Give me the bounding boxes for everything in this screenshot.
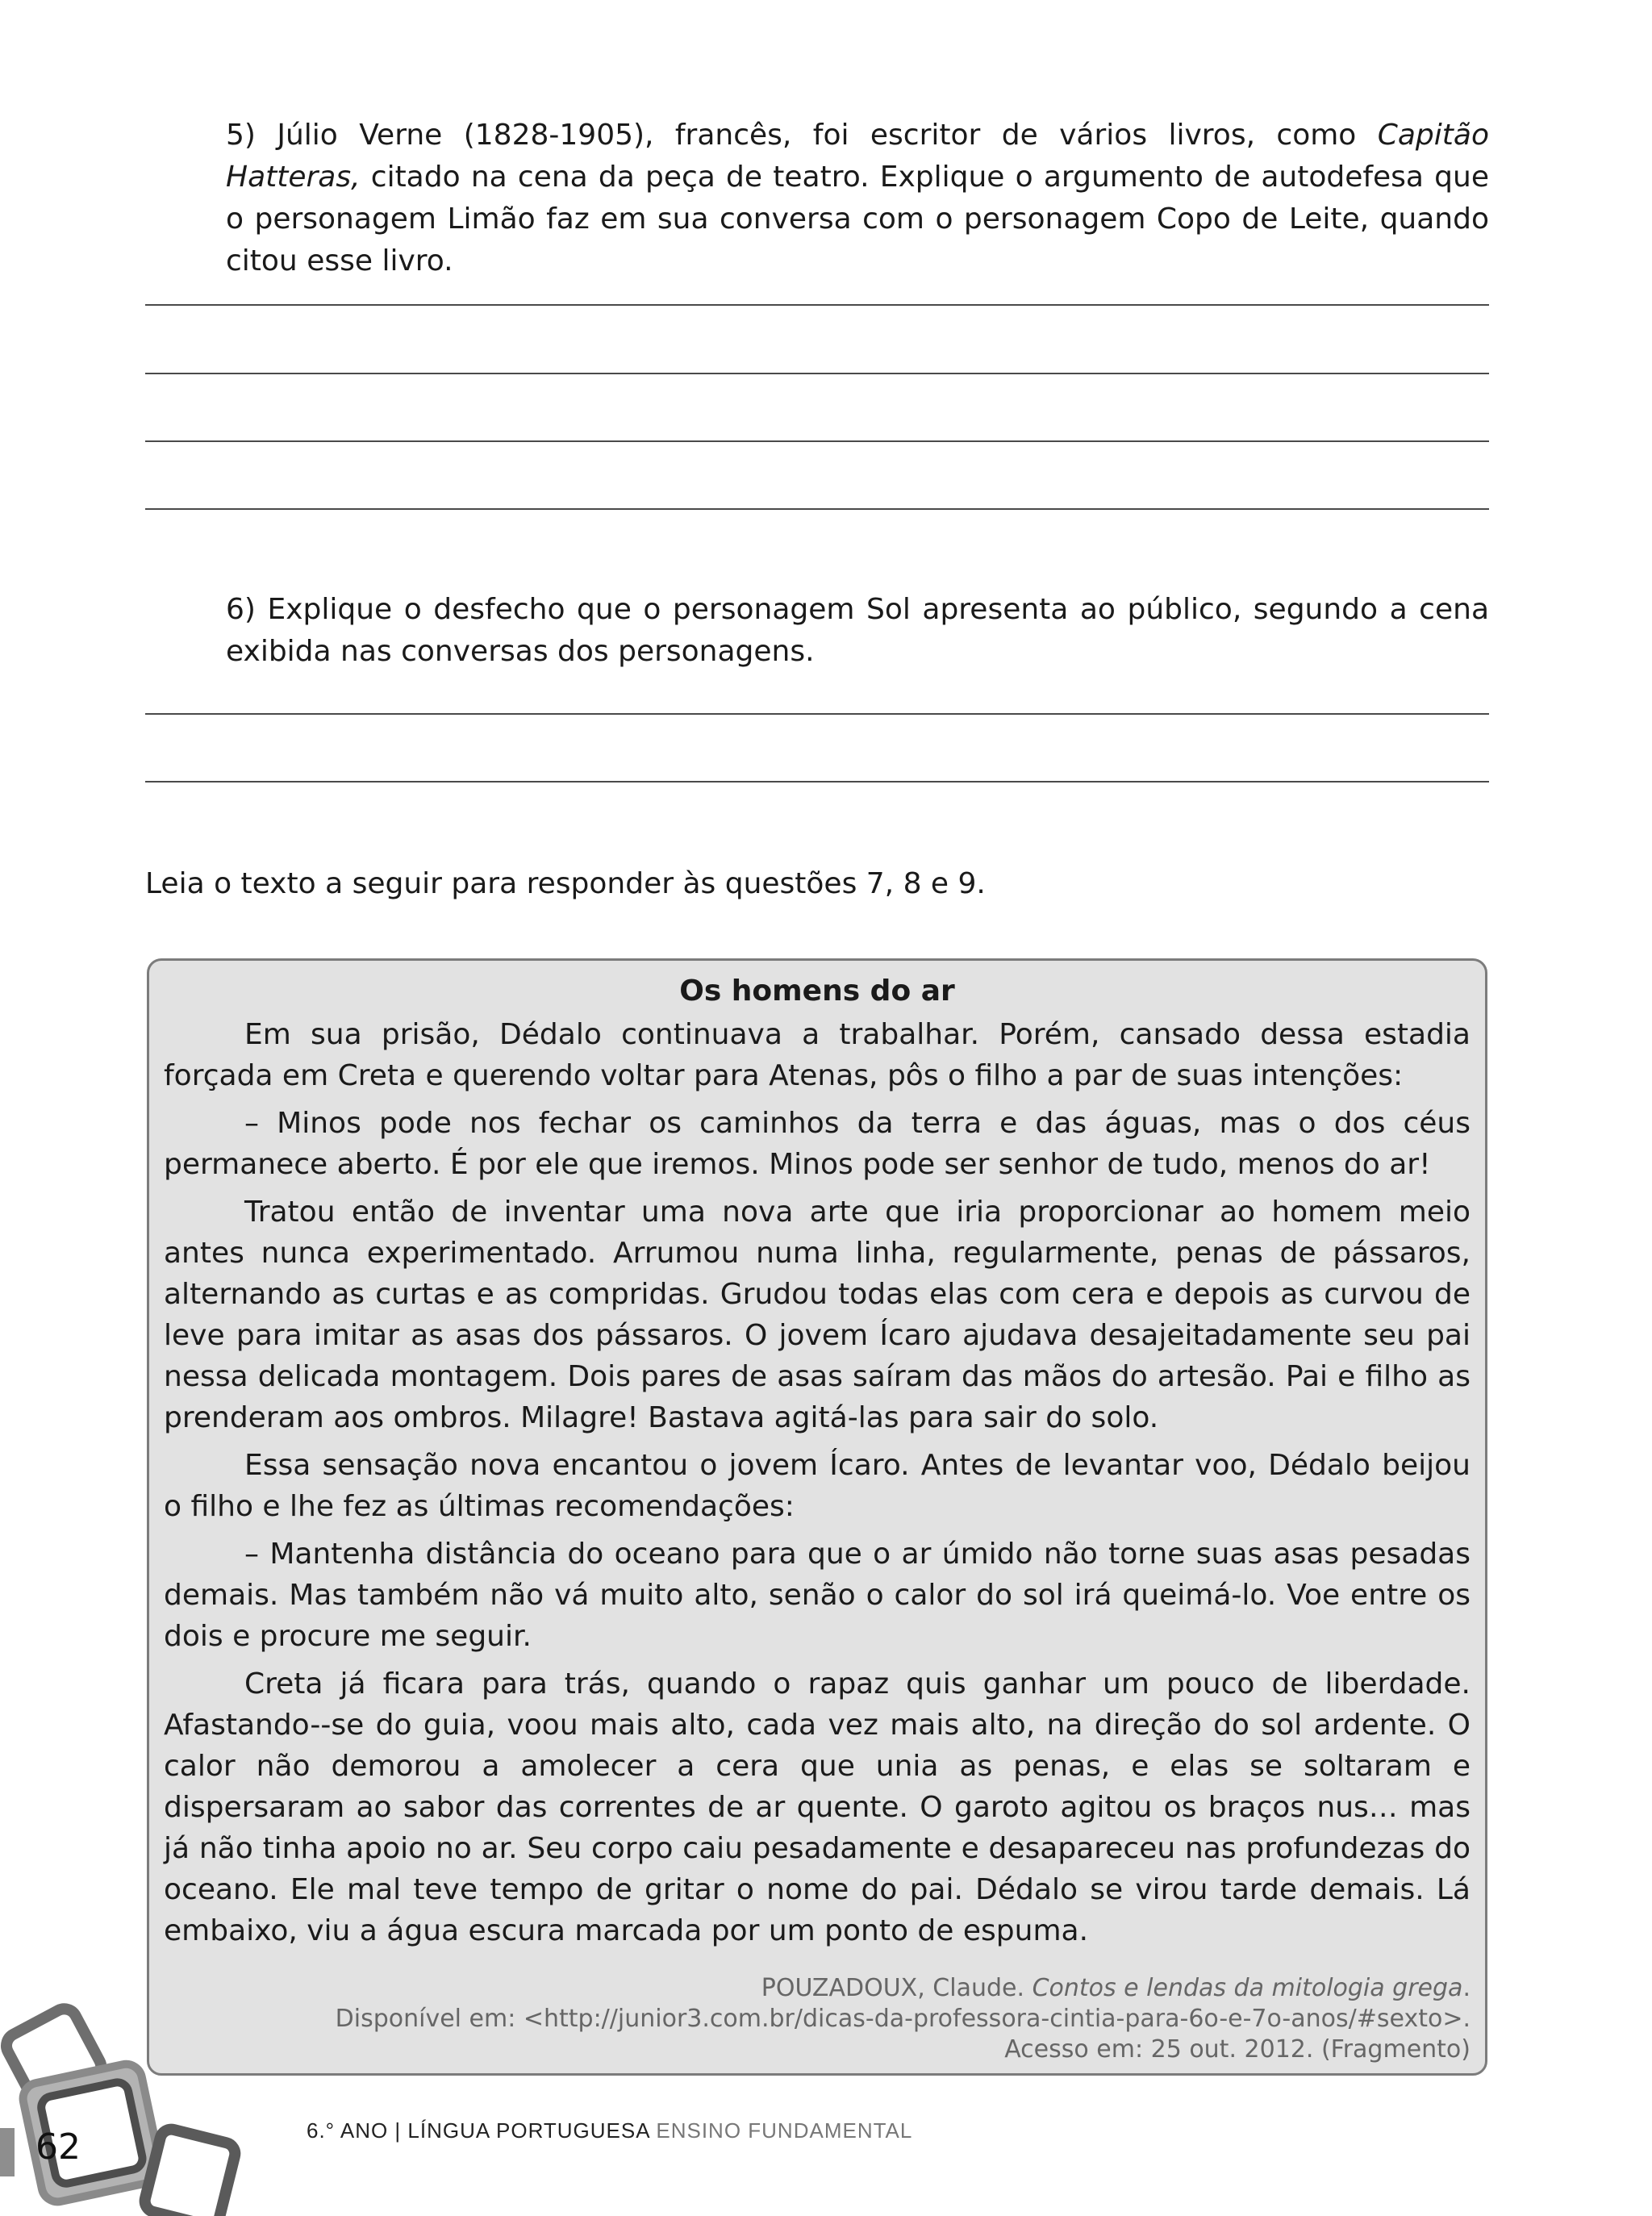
answer-line-5-4[interactable] <box>145 508 1489 510</box>
page-footer <box>307 2118 912 2143</box>
footer-level: ENSINO FUNDAMENTAL <box>656 2118 913 2143</box>
reading-paragraph-5: – Mantenha distância do oceano para que o ar úmido não torne suas asas pesadas demais. Mas também não vá muito alto, senão o calor do sol irá queimá-lo. Voe entre os dois e procure me seguir. <box>164 1538 1471 1653</box>
reading-paragraph-6: Creta já ficara para trás, quando o rapaz quis ganhar um pouco de liberdade. Afastando--se do guia, voou mais alto, cada vez mais alto, na direção do sol ardente. O calor não demorou a amolecer a cera que unia as penas, e elas se soltaram e dispersaram ao sabor das correntes de ar quente. O garoto agitou os braços nus… mas já não tinha apoio no ar. Seu corpo caiu pesadamente e desapareceu nas profundezas do oceano. Ele mal teve tempo de gritar o nome do pai. Dédalo se virou tarde demais. Lá embaixo, viu a água escura marcada por um ponto de espuma. <box>164 1667 1471 1947</box>
question-5 <box>226 115 1489 282</box>
reading-box <box>147 958 1487 2076</box>
citation <box>336 1973 1471 2065</box>
book-title: Capitão Hatteras, <box>226 119 1489 194</box>
reading-paragraph-4: Essa sensação nova encantou o jovem Ícaro. Antes de levantar voo, Dédalo beijou o filho e lhe fez as últimas recomendações: <box>164 1449 1471 1523</box>
footer-grade: 6.° ANO | LÍNGUA PORTUGUESA <box>307 2118 650 2143</box>
reading-paragraph-2: – Minos pode nos fechar os caminhos da terra e das águas, mas o dos céus permanece aberto. É por ele que iremos. Minos pode ser senhor de tudo, menos do ar! <box>164 1107 1471 1181</box>
reading-title: Os homens do ar <box>679 974 955 1008</box>
question-6 <box>226 589 1489 673</box>
answer-line-5-2[interactable] <box>145 373 1489 374</box>
citation-author-line: POUZADOUX, Claude. Contos e lendas da mitologia grega. <box>761 1974 1471 2002</box>
answer-line-5-1[interactable] <box>145 304 1489 306</box>
answer-line-5-3[interactable] <box>145 440 1489 442</box>
citation-access: Acesso em: 25 out. 2012. (Fragmento) <box>1004 2035 1471 2064</box>
reading-instruction: Leia o texto a seguir para responder às questões 7, 8 e 9. <box>145 867 986 900</box>
reading-paragraph-3: Tratou então de inventar uma nova arte que iria proporcionar ao homem meio antes nunca experimentado. Arrumou numa linha, regularmente, penas de pássaros, alternando as curtas e as compridas. Grudou todas elas com cera e depois as curvou de leve para imitar as asas dos pássaros. O jovem Ícaro ajudava desajeitadamente seu pai nessa delicada montagem. Dois pares de asas saíram das mãos do artesão. Pai e filho as prenderam aos ombros. Milagre! Bastava agitá-las para sair do solo. <box>164 1196 1471 1434</box>
citation-url[interactable]: Disponível em: <http://junior3.com.br/dicas-da-professora-cintia-para-6o-e-7o-anos/#sexto>. <box>335 2005 1471 2033</box>
answer-line-6-2[interactable] <box>145 781 1489 782</box>
page-number: 62 <box>35 2126 81 2168</box>
decorative-squares-icon <box>0 1984 242 2216</box>
reading-paragraph-1: Em sua prisão, Dédalo continuava a trabalhar. Porém, cansado dessa estadia forçada em Creta e querendo voltar para Atenas, pôs o filho a par de suas intenções: <box>164 1018 1471 1092</box>
question-6-text: 6) Explique o desfecho que o personagem Sol apresenta ao público, segundo a cena exibida nas conversas dos personagens. <box>226 593 1489 668</box>
question-5-text: 5) Júlio Verne (1828-1905), francês, foi escritor de vários livros, como Capitão Hatteras, citado na cena da peça de teatro. Explique o argumento de autodefesa que o personagem Limão faz em sua conversa com o personagem Copo de Leite, quando citou esse livro. <box>226 119 1489 278</box>
answer-line-6-1[interactable] <box>145 713 1489 715</box>
